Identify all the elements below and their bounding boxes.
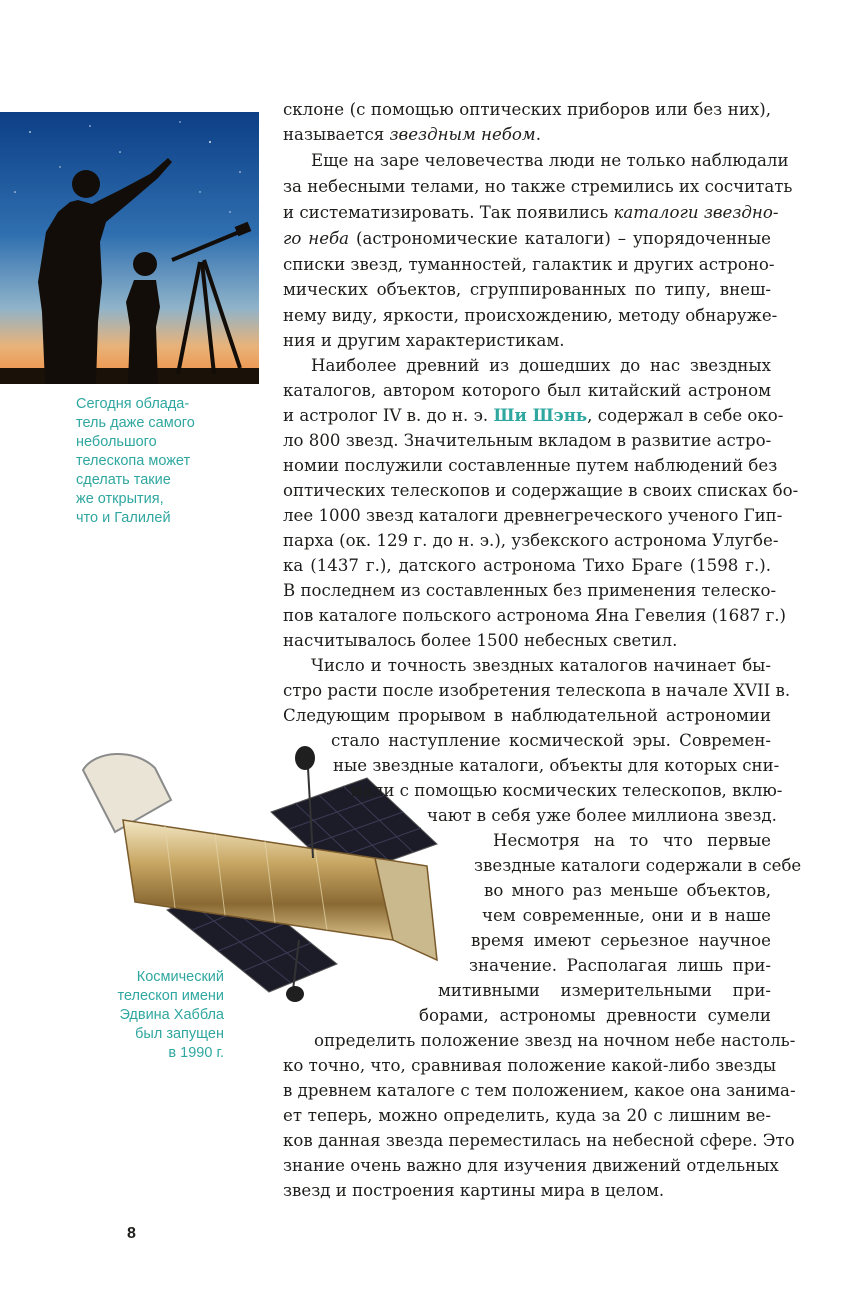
text-line: пов каталоге польского астронома Яна Гевелия (1687 г.): [283, 606, 787, 625]
text-run: (астрономические каталоги) – упорядоченные: [349, 229, 771, 248]
text-line: митивными измерительными при-: [438, 981, 771, 1000]
stargazers-caption: [76, 395, 256, 528]
term-star-catalogs: каталоги звездно-: [613, 203, 779, 222]
caption-line: был запущен: [135, 1026, 224, 1042]
text-line: Еще на заре человечества люди не только наблюдали: [311, 151, 789, 170]
text-line: Несмотря на то что первые: [493, 831, 771, 850]
stargazers-photo: [0, 112, 259, 384]
page-number: 8: [127, 1225, 136, 1242]
caption-line: небольшого: [76, 434, 157, 450]
text-line: парха (ок. 129 г. до н. э.), узбекского астронома Улугбе-: [283, 531, 779, 550]
text-line: определить положение звезд на ночном небе настоль-: [314, 1031, 796, 1050]
text-run: называется: [283, 125, 390, 144]
text-line: [283, 226, 771, 251]
text-line: чают в себя уже более миллиона звезд.: [427, 806, 777, 825]
caption-line: Сегодня облада-: [76, 396, 190, 412]
name-shi-shen: Ши Шэнь: [493, 405, 588, 425]
text-run: и систематизировать. Так появились: [283, 203, 614, 222]
text-line: ные звездные каталоги, объекты для которых сни-: [333, 756, 780, 775]
text-line: значение. Располагая лишь при-: [469, 956, 771, 975]
caption-line: Космический: [136, 969, 224, 985]
text-line: оптических телескопов и содержащие в своих списках бо-: [283, 481, 799, 500]
caption-line: тель даже самого: [76, 415, 195, 431]
text-line: ко точно, что, сравнивая положение какой-либо звезды: [283, 1056, 777, 1075]
text-line: стало наступление космической эры. Современ-: [331, 731, 771, 750]
caption-line: сделать такие: [76, 472, 171, 488]
text-line: [283, 200, 779, 225]
text-line: мали с помощью космических телескопов, вклю-: [350, 781, 783, 800]
caption-line: что и Галилей: [76, 510, 171, 526]
text-line: списки звезд, туманностей, галактик и других астроно-: [283, 255, 775, 274]
text-line: в древнем каталоге с тем положением, какое она занима-: [283, 1081, 796, 1100]
text-line: ет теперь, можно определить, куда за 20 с лишним ве-: [283, 1106, 771, 1125]
caption-line: Эдвина Хаббла: [119, 1007, 224, 1023]
text-line: номии послужили составленные путем наблюдений без: [283, 456, 778, 475]
caption-line: телескоп имени: [117, 988, 224, 1004]
text-line: [283, 403, 784, 428]
text-line: звезд и построения картины мира в целом.: [283, 1181, 665, 1200]
text-run: и астролог IV в. до н. э.: [283, 406, 494, 425]
text-line: за небесными телами, но также стремились их сосчитать: [283, 177, 793, 196]
text-line: звездные каталоги содержали в себе: [474, 856, 802, 875]
text-line: каталогов, автором которого был китайский астроном: [283, 381, 771, 400]
text-line: время имеют серьезное научное: [471, 931, 771, 950]
text-line: лее 1000 звезд каталоги древнегреческого ученого Гип-: [283, 506, 783, 525]
text-line: В последнем из составленных без применения телеско-: [283, 581, 777, 600]
text-line: насчитывалось более 1500 небесных светил.: [283, 631, 678, 650]
text-line: склоне (с помощью оптических приборов или без них),: [283, 100, 771, 119]
text-line: Следующим прорывом в наблюдательной астрономии: [283, 706, 771, 725]
text-line: ния и другим характеристикам.: [283, 331, 565, 350]
text-run: , содержал в себе око-: [587, 406, 784, 425]
term-starry-sky: звездным небом: [389, 125, 536, 144]
text-line: нему виду, яркости, происхождению, методу обнаруже-: [283, 306, 778, 325]
text-line: ков данная звезда переместилась на небесной сфере. Это: [283, 1131, 795, 1150]
term-star-catalogs-cont: го неба: [283, 229, 350, 248]
caption-line: в 1990 г.: [168, 1045, 224, 1061]
caption-line: же открытия,: [76, 491, 164, 507]
text-line: стро расти после изобретения телескопа в начале XVII в.: [283, 681, 791, 700]
text-line: знание очень важно для изучения движений отдельных: [283, 1156, 779, 1175]
text-line: Число и точность звездных каталогов начинает бы-: [311, 656, 771, 675]
caption-line: телескопа может: [76, 453, 191, 469]
text-line: борами, астрономы древности сумели: [419, 1006, 771, 1025]
text-line: мических объектов, сгруппированных по типу, внеш-: [283, 280, 771, 299]
text-run: .: [535, 125, 541, 144]
text-line: ка (1437 г.), датского астронома Тихо Браге (1598 г.).: [283, 556, 771, 575]
text-line: чем современные, они и в наше: [482, 906, 771, 925]
text-line: [283, 122, 541, 147]
text-line: ло 800 звезд. Значительным вкладом в развитие астро-: [283, 431, 772, 450]
text-line: Наиболее древний из дошедших до нас звездных: [311, 356, 771, 375]
text-line: во много раз меньше объектов,: [484, 881, 771, 900]
